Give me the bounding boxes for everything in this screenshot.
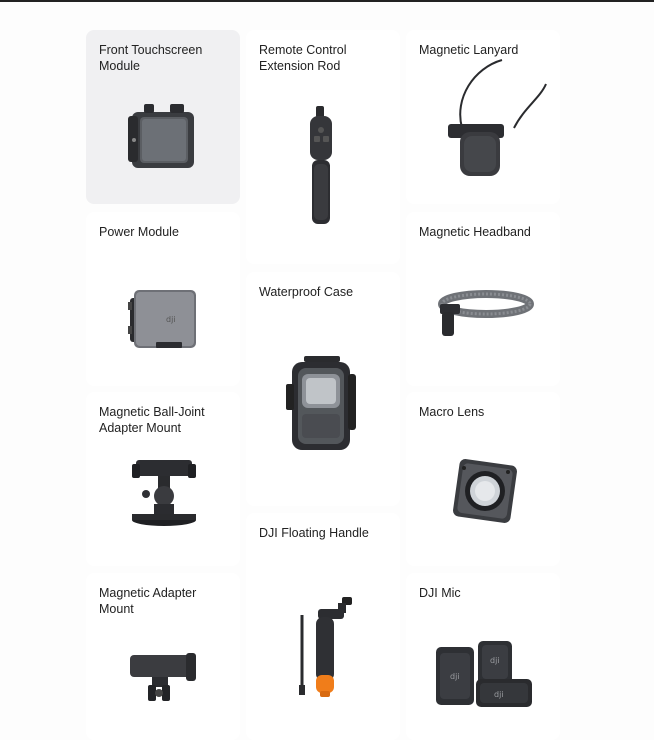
ball-joint-mount-icon — [128, 456, 204, 536]
accessory-title: Magnetic Lanyard — [419, 43, 519, 57]
accessory-card-magnetic-lanyard[interactable] — [406, 30, 560, 204]
power-module-icon — [126, 282, 202, 352]
svg-text:dji: dji — [494, 690, 504, 699]
top-border — [0, 0, 654, 2]
floating-handle-icon — [294, 595, 364, 707]
accessory-title: Remote Control Extension Rod — [259, 43, 347, 73]
macro-lens-icon — [450, 456, 520, 526]
accessory-title: DJI Mic — [419, 586, 461, 600]
accessory-card-magnetic-ball-joint-adapter-mount[interactable] — [86, 392, 240, 566]
accessory-title: Magnetic Headband — [419, 225, 531, 239]
accessory-card-magnetic-headband[interactable] — [406, 212, 560, 386]
adapter-mount-icon — [126, 647, 202, 707]
mic-icon — [434, 639, 534, 711]
accessory-card-macro-lens[interactable] — [406, 392, 560, 566]
accessory-title: Waterproof Case — [259, 285, 354, 299]
accessory-card-remote-control-extension-rod[interactable] — [246, 30, 400, 264]
accessory-title: Magnetic Adapter Mount — [99, 586, 197, 616]
extension-rod-icon — [296, 104, 346, 230]
accessory-title: Macro Lens — [419, 405, 485, 419]
lanyard-icon — [444, 58, 548, 180]
accessory-title: Power Module — [99, 225, 179, 239]
touchscreen-module-icon — [126, 100, 202, 170]
accessory-card-waterproof-case[interactable] — [246, 272, 400, 506]
headband-icon — [434, 290, 534, 346]
accessory-title: DJI Floating Handle — [259, 526, 369, 540]
svg-text:dji: dji — [490, 656, 500, 665]
accessory-card-dji-mic[interactable] — [406, 573, 560, 740]
accessory-card-dji-floating-handle[interactable] — [246, 513, 400, 740]
waterproof-case-icon — [284, 354, 360, 454]
accessory-card-magnetic-adapter-mount[interactable] — [86, 573, 240, 740]
accessory-title: Magnetic Ball-Joint Adapter Mount — [99, 405, 205, 435]
accessory-card-power-module[interactable] — [86, 212, 240, 386]
accessory-card-front-touchscreen-module[interactable] — [86, 30, 240, 204]
accessory-title: Front Touchscreen Module — [99, 43, 203, 73]
svg-text:dji: dji — [450, 672, 460, 681]
svg-text:dji: dji — [166, 315, 176, 324]
